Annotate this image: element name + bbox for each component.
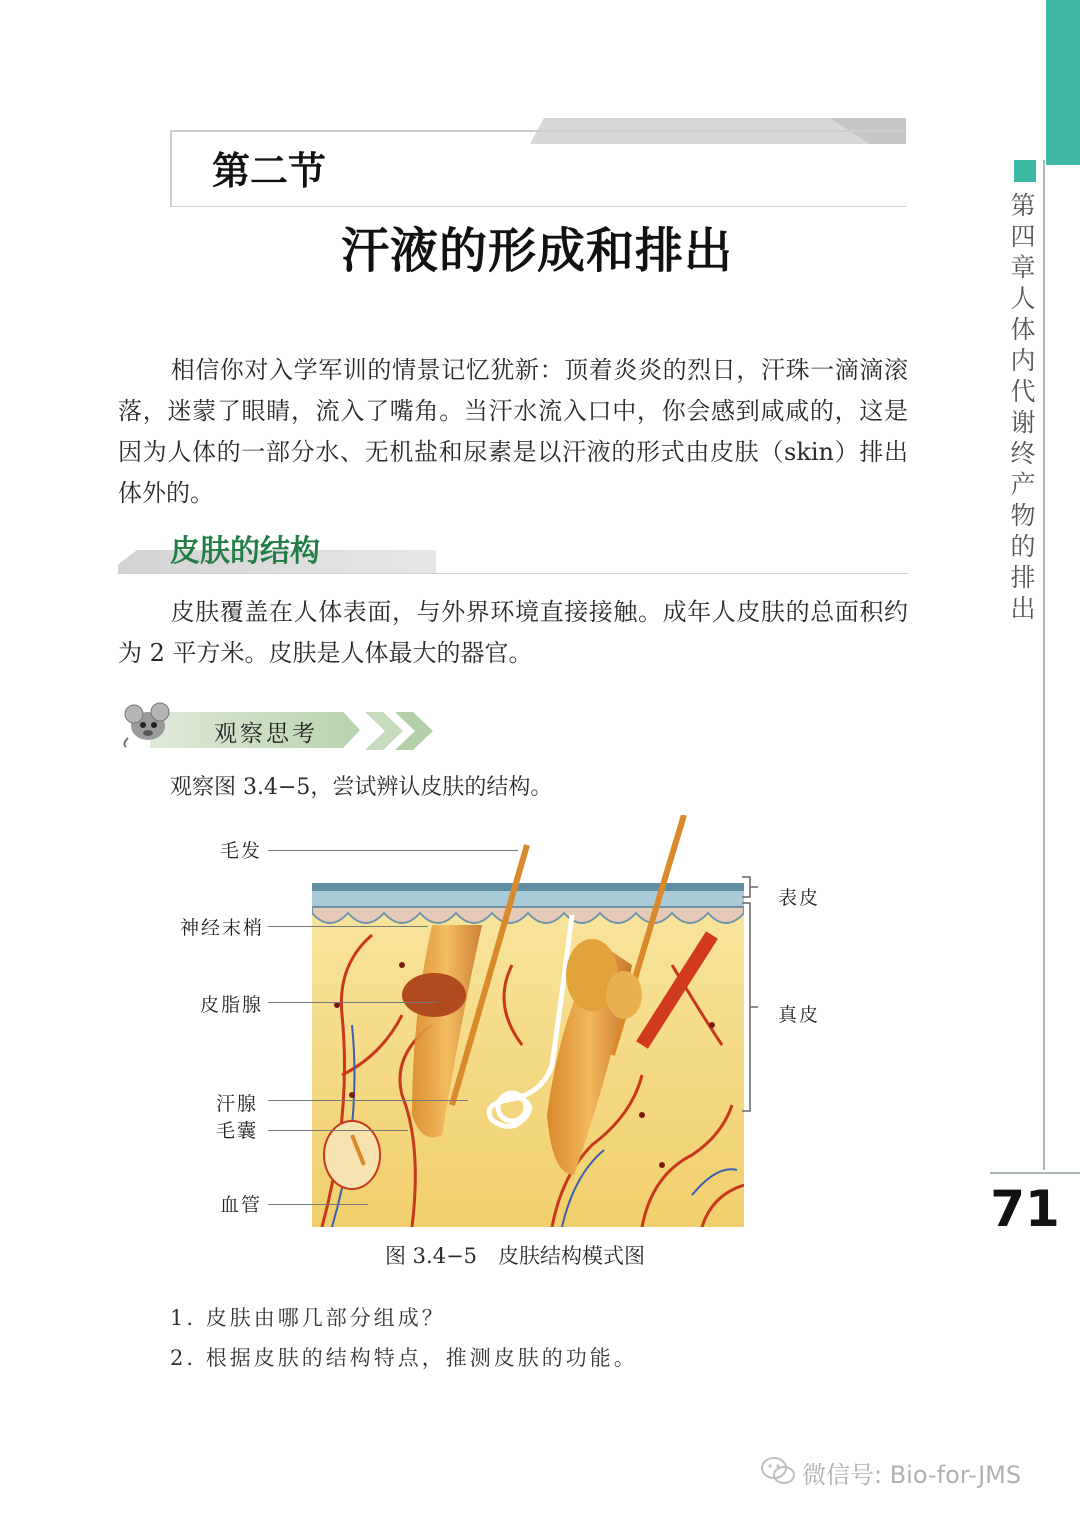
page-number: 71 bbox=[990, 1180, 1060, 1238]
label-dermis: 真皮 bbox=[778, 1004, 821, 1026]
leader-hair-follicle bbox=[268, 1130, 408, 1131]
label-epidermis: 表皮 bbox=[778, 887, 821, 909]
figure-caption: 图 3.4−5 皮肤结构模式图 bbox=[385, 1244, 646, 1268]
label-sweat-gland: 汗腺 bbox=[216, 1093, 259, 1115]
skin-structure-illustration bbox=[312, 815, 744, 1227]
leader-sweat-gland bbox=[268, 1100, 468, 1101]
label-hair-follicle: 毛囊 bbox=[216, 1120, 259, 1142]
subsection-heading: 皮肤的结构 bbox=[170, 534, 320, 569]
intro-paragraph-text: 相信你对入学军训的情景记忆犹新：顶着炎炎的烈日，汗珠一滴滴滚落，迷蒙了眼睛，流入了嘴角。当汗水流入口中，你会感到咸咸的，这是因为人体的一部分水、无机盐和尿素是以汗液的形式由皮肤（skin）排出体外的。 bbox=[118, 356, 908, 507]
lesson-title: 汗液的形成和排出 bbox=[340, 223, 733, 279]
chapter-title-vertical: 第四章 人体内代谢终产物的排出 bbox=[1010, 191, 1036, 623]
question-1: 1. 皮肤由哪几部分组成？ bbox=[170, 1306, 446, 1330]
leader-hair bbox=[268, 850, 518, 851]
label-hair: 毛发 bbox=[220, 840, 263, 862]
page-number-rule bbox=[990, 1172, 1080, 1174]
double-chevron-icon bbox=[365, 712, 445, 750]
label-sebaceous-gland: 皮脂腺 bbox=[200, 994, 264, 1016]
subsection-paragraph bbox=[118, 592, 908, 674]
section-label: 第二节 bbox=[212, 149, 327, 193]
layer-bracket bbox=[742, 875, 758, 1113]
wechat-icon bbox=[760, 1455, 796, 1487]
label-blood-vessel: 血管 bbox=[220, 1194, 263, 1216]
mouse-mascot-icon bbox=[118, 698, 178, 748]
observe-instruction: 观察图 3.4−5，尝试辨认皮肤的结构。 bbox=[170, 775, 553, 800]
watermark-text: 微信号: Bio-for-JMS bbox=[802, 1461, 1022, 1489]
margin-rule bbox=[1043, 160, 1045, 1170]
subsection-paragraph-text: 皮肤覆盖在人体表面，与外界环境直接接触。成年人皮肤的总面积约为 2 平方米。皮肤是人体最大的器官。 bbox=[118, 598, 908, 667]
question-2: 2. 根据皮肤的结构特点，推测皮肤的功能。 bbox=[170, 1346, 638, 1370]
chapter-tab bbox=[1046, 0, 1080, 165]
subsection-heading-rule bbox=[118, 573, 908, 574]
chapter-marker-icon bbox=[1014, 160, 1036, 182]
leader-sebaceous-gland bbox=[268, 1002, 438, 1003]
label-nerve-endings: 神经末梢 bbox=[180, 917, 265, 939]
intro-paragraph bbox=[118, 350, 908, 514]
leader-blood-vessel bbox=[268, 1204, 368, 1205]
leader-nerve-endings bbox=[268, 926, 428, 927]
observe-banner-label: 观察思考 bbox=[214, 721, 318, 747]
